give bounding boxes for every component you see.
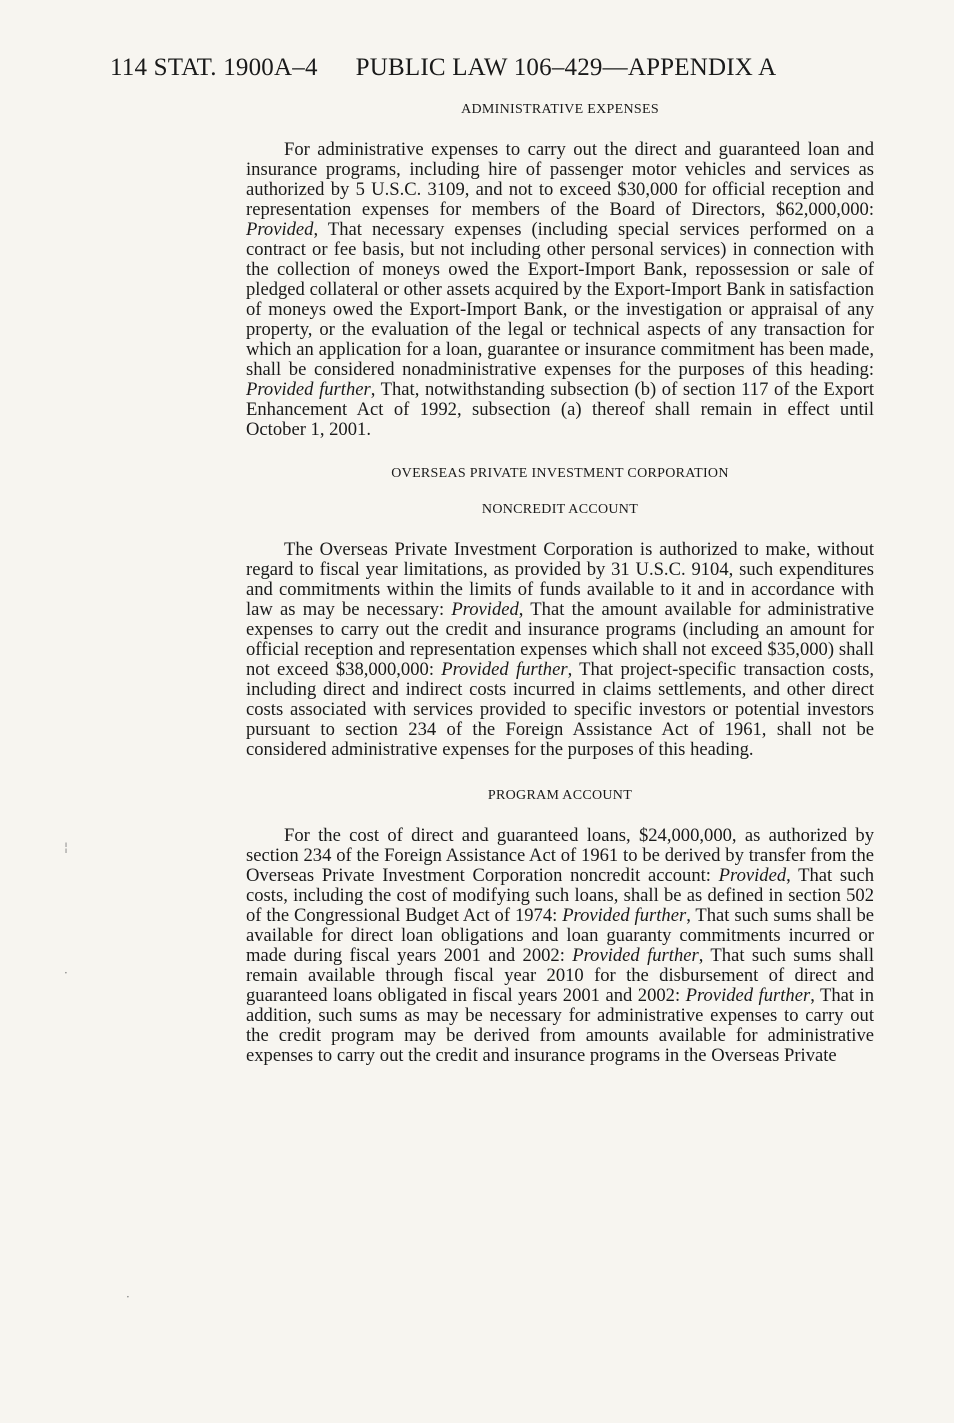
page-reference: 114 STAT. 1900A–4 — [110, 54, 318, 81]
section-heading-program-account: PROGRAM ACCOUNT — [487, 788, 633, 803]
page-header — [110, 54, 776, 82]
paragraph-program-account: For the cost of direct and guaranteed loans, $24,000,000, as authorized by section 234 of the Foreign Assistance Act of 1961 to be derived by transfer from the Overseas Private Investment Corporation noncredit account: Provided, That such costs, including the cost of modifying such loans, shall be as defined in section 502 of the Congressional Budget Act of 1974: Provided further, That such sums shall be available for direct loan obligations and loan guaranty commitments incurred or made during fiscal years 2001 and 2002: Provided further, That such sums shall remain available through fiscal year 2010 for the disbursement of direct and guaranteed loans obligated in fiscal years 2001 and 2002: Provided further, That in addition, such sums as may be necessary for administrative expenses to carry out the credit program may be derived from amounts available for administrative expenses to carry out the credit and insurance programs in the Overseas Private — [246, 825, 875, 1066]
law-title: PUBLIC LAW 106–429—APPENDIX A — [355, 54, 777, 81]
scan-speck: · — [126, 1290, 130, 1304]
scan-speck: ¦ — [64, 840, 69, 854]
scan-speck: · — [64, 966, 68, 980]
section-heading-opic: OVERSEAS PRIVATE INVESTMENT CORPORATION — [391, 466, 729, 481]
section-heading-noncredit-account: NONCREDIT ACCOUNT — [481, 502, 639, 517]
section-heading-administrative-expenses: ADMINISTRATIVE EXPENSES — [461, 102, 659, 117]
paragraph-noncredit-account: The Overseas Private Investment Corporation is authorized to make, without regard to fiscal year limitations, as provided by 31 U.S.C. 9104, such expenditures and commitments within the limits of funds available to it and in accordance with law as may be necessary: Provided, That the amount available for administrative expenses to carry out the credit and insurance programs (including an amount for official reception and representation expenses which shall not exceed $35,000) shall not exceed $38,000,000: Provided further, That project-specific transaction costs, including direct and indirect costs incurred in claims settlements, and other direct costs associated with services provided to specific investors or potential investors pursuant to section 234 of the Foreign Assistance Act of 1961, shall not be considered administrative expenses for the purposes of this heading. — [246, 539, 875, 760]
paragraph-administrative-expenses: For administrative expenses to carry out the direct and guaranteed loan and insurance programs, including hire of passenger motor vehicles and services as authorized by 5 U.S.C. 3109, and not to exceed $30,000 for official reception and representation expenses for members of the Board of Directors, $62,000,000: Provided, That necessary expenses (including special services performed on a contract or fee basis, but not including other personal services) in connection with the collection of moneys owed the Export-Import Bank, repossession or sale of pledged collateral or other assets acquired by the Export-Import Bank in satisfaction of moneys owed the Export-Import Bank, or the investigation or appraisal of any property, or the evaluation of the legal or technical aspects of any transaction for which an application for a loan, guarantee or insurance commitment has been made, shall be considered nonadministrative expenses for the purposes of this heading: Provided further, That, notwithstanding subsection (b) of section 117 of the Export Enhancement Act of 1992, subsection (a) thereof shall remain in effect until October 1, 2001. — [246, 139, 875, 440]
document-body — [246, 98, 874, 1066]
